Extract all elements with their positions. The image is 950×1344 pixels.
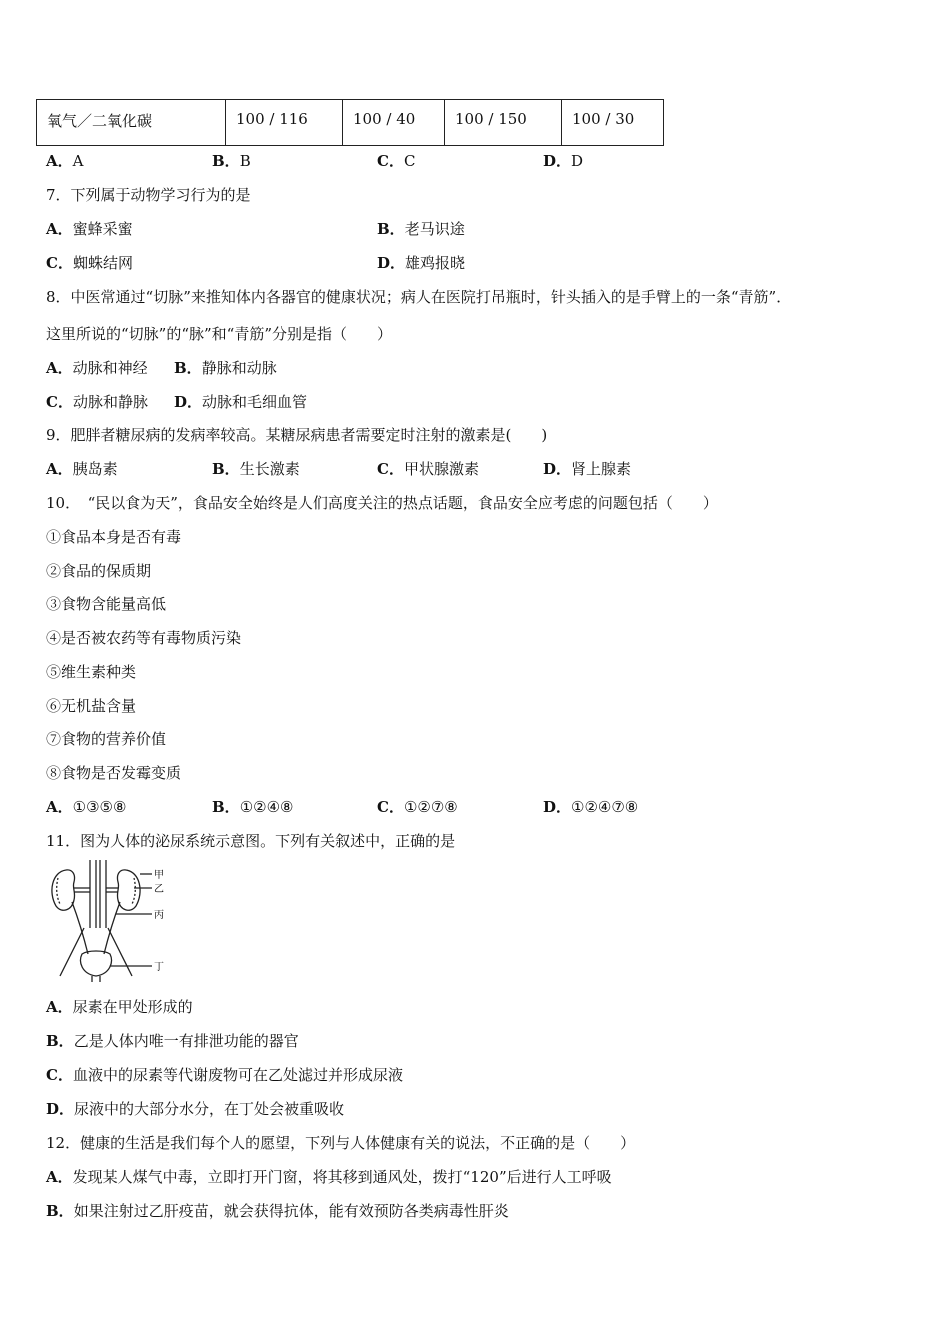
q10-stem: 10． “民以食为天”，食品安全始终是人们高度关注的热点话题，食品安全应考虑的问题包括（ ） [46,494,718,512]
q6-option-c: C．C [377,152,416,170]
q7-option-d: D．雄鸡报晓 [377,254,466,272]
q10-item: ①食品本身是否有毒 [46,528,182,546]
q7-stem: 7．下列属于动物学习行为的是 [46,186,251,204]
q11-option-c: C．血液中的尿素等代谢废物可在乙处滤过并形成尿液 [46,1066,403,1084]
q8-stem-line2: 这里所说的“切脉”的“脉”和“青筋”分别是指（ ） [46,325,393,343]
q10-item: ⑧食物是否发霉变质 [46,764,182,782]
q7-option-a: A．蜜蜂采蜜 [46,220,133,238]
q10-option-b: B．①②④⑧ [212,798,294,816]
table-cell: 100 / 30 [562,100,664,146]
q9-option-b: B．生长激素 [212,460,300,478]
table-cell: 氧气／二氧化碳 [37,100,226,146]
q10-option-c: C．①②⑦⑧ [377,798,458,816]
q10-option-a: A．①③⑤⑧ [46,798,127,816]
urinary-system-figure [44,858,194,983]
q8-option-d: D．动脉和毛细血管 [174,393,308,411]
q9-stem: 9．肥胖者糖尿病的发病率较高。某糖尿病患者需要定时注射的激素是( ) [46,426,548,444]
q12-option-a: A．发现某人煤气中毒，立即打开门窗，将其移到通风处，拨打“120”后进行人工呼吸 [46,1168,612,1186]
q6-option-d: D．D [543,152,584,170]
q11-option-d: D．尿液中的大部分水分，在丁处会被重吸收 [46,1100,345,1118]
q10-item: ②食品的保质期 [46,562,152,580]
q11-stem: 11．图为人体的泌尿系统示意图。下列有关叙述中，正确的是 [46,832,456,850]
q10-item: ⑤维生素种类 [46,663,137,681]
figure-label-ding: 丁 [154,962,164,973]
q10-option-d: D．①②④⑦⑧ [543,798,639,816]
q10-item: ③食物含能量高低 [46,595,167,613]
q11-option-b: B．乙是人体内唯一有排泄功能的器官 [46,1032,299,1050]
q10-item: ④是否被农药等有毒物质污染 [46,629,242,647]
q9-option-d: D．肾上腺素 [543,460,632,478]
q6-option-b: B．B [212,152,251,170]
q9-option-a: A．胰岛素 [46,460,118,478]
q6-option-a: A．A [46,152,84,170]
q10-item: ⑦食物的营养价值 [46,730,167,748]
q9-option-c: C．甲状腺激素 [377,460,479,478]
q7-option-b: B．老马识途 [377,220,465,238]
q8-stem-line1: 8．中医常通过“切脉”来推知体内各器官的健康状况；病人在医院打吊瓶时，针头插入的是手臂上的一条“青筋”． [46,288,792,306]
table-cell: 100 / 40 [343,100,445,146]
figure-label-yi: 乙 [154,884,164,895]
q8-option-b: B．静脉和动脉 [174,359,277,377]
q7-option-c: C．蜘蛛结网 [46,254,133,272]
figure-label-jia: 甲 [154,870,164,881]
table-row [37,100,664,146]
q11-option-a: A．尿素在甲处形成的 [46,998,193,1016]
gas-ratio-table [36,99,664,146]
table-cell: 100 / 150 [445,100,562,146]
q12-option-b: B．如果注射过乙肝疫苗，就会获得抗体，能有效预防各类病毒性肝炎 [46,1202,509,1220]
q12-stem: 12．健康的生活是我们每个人的愿望，下列与人体健康有关的说法，不正确的是（ ） [46,1134,636,1152]
figure-label-bing: 丙 [154,910,164,921]
q10-item: ⑥无机盐含量 [46,697,137,715]
q8-option-c: C．动脉和静脉 [46,393,148,411]
table-cell: 100 / 116 [226,100,343,146]
q8-option-a: A．动脉和神经 [46,359,148,377]
